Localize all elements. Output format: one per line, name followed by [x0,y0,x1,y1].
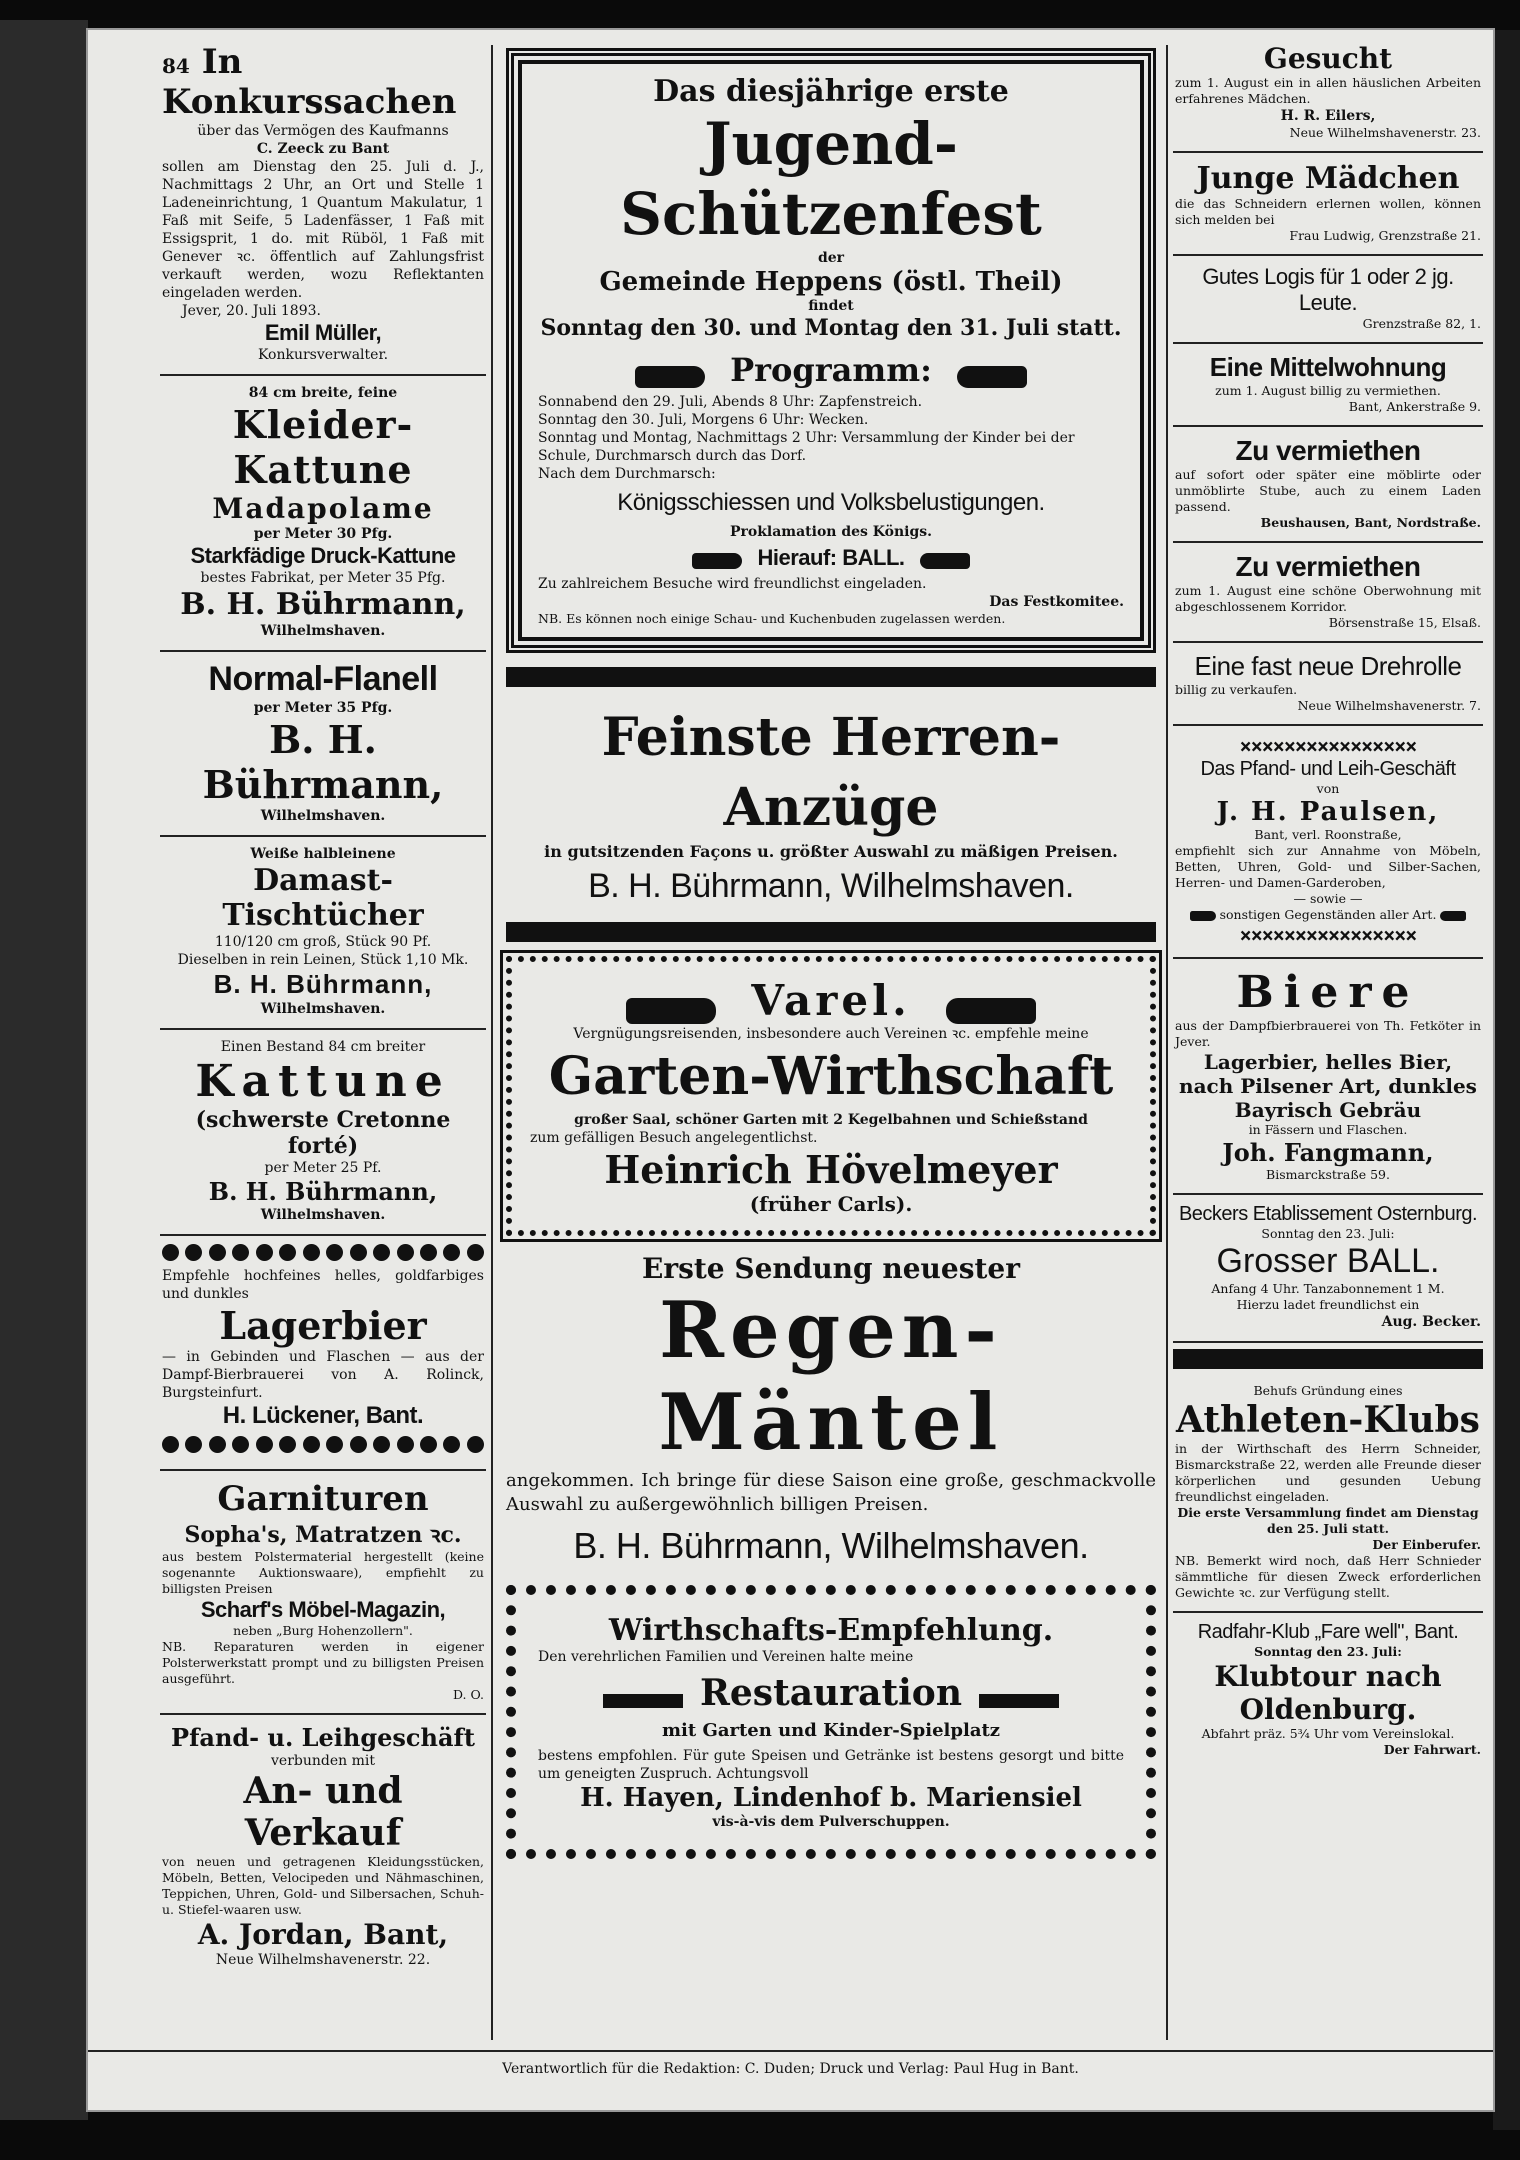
ad-subtitle: Restauration [699,1672,962,1714]
separator-bar [1173,1349,1483,1369]
ad-text: — in Gebinden und Flaschen — aus der Dampf-Bierbrauerei von A. Rolinck, Burgsteinfurt. [162,1349,484,1401]
ad-merchant: B. H. Bührmann, Wilhelmshaven. [573,1525,1089,1566]
ad-text: billig zu verkaufen. [1175,682,1298,697]
ad-title: Damast-Tischtücher [222,863,424,933]
ad-price: per Meter 30 Pfg. [253,526,393,542]
ad-address: Bant, verl. Roonstraße, [1254,827,1402,842]
ad-text: in der Wirthschaft des Herrn Schneider, Bismarckstraße 22, werden alle Freunde dieser körperlichen und gesunden Uebung freundlichst eingeladen. [1175,1441,1481,1504]
ad-title: Kattune [195,1056,451,1107]
pointing-hand-right-icon [635,366,705,388]
column-right [1173,40,1483,1768]
ad-name: C. Zeeck zu Bant [256,141,390,157]
book-spine [0,20,88,2120]
ad-gesucht [1173,40,1483,153]
ad-text: Behufs Gründung eines [1253,1383,1403,1398]
ad-merchant: Scharf's Möbel-Magazin, [200,1597,446,1622]
ad-text: Einen Bestand 84 cm breiter [220,1039,426,1055]
ad-place: Wilhelmshaven. [260,1207,386,1223]
ad-damast [160,837,486,1030]
ad-title: Varel. [751,976,911,1025]
ad-biere [1173,959,1483,1195]
ad-mittelwohnung [1173,344,1483,427]
ad-text: auf sofort oder später eine möblirte oder unmöblirte Stube, auch zu einem Laden passend. [1175,467,1481,514]
pointing-hand-right-icon [626,998,716,1024]
pointing-hand-left-icon [920,553,970,569]
ad-signature: Emil Müller, [264,320,382,345]
ad-title: Feinste Herren-Anzüge [601,707,1061,838]
pointing-hand-right-icon [692,553,742,569]
ad-subtitle: Garten-Wirthschaft [548,1046,1114,1107]
program-item: Proklamation des Königs. [729,524,933,540]
ad-merchant: Heinrich Hövelmeyer [604,1147,1058,1192]
ad-address: vis-à-vis dem Pulverschuppen. [712,1814,950,1830]
ad-title: Zu vermiethen [1235,435,1421,466]
ad-subtitle: Sopha's, Matratzen ꝛc. [184,1522,462,1548]
column-rule [491,45,493,2040]
ad-varel [506,956,1156,1236]
ad-flanell [160,652,486,837]
ad-address: Neue Wilhelmshavenerstr. 7. [1297,698,1481,713]
program-item: Königsschiessen und Volksbelustigungen. [617,489,1045,516]
ad-text: von [1316,781,1340,796]
ad-schuetzenfest [506,48,1156,653]
ad-subtitle: Madapolame [212,492,434,525]
program-heading [538,351,1124,389]
newspaper-page [88,30,1493,2110]
ad-wirthschaft [506,1585,1156,1859]
ad-text: zum 1. August ein in allen häuslichen Arbeiten erfahrenes Mädchen. [1175,75,1481,106]
ad-title: In Konkurssachen [162,42,457,122]
ad-athleten [1173,1375,1483,1613]
ad-title: Junge Mädchen [1196,161,1460,196]
ad-subtitle: An- und Verkauf [243,1770,403,1854]
ad-text: — sowie — [1293,891,1363,906]
ad-title: Das Pfand- und Leih-Geschäft [1200,758,1456,780]
program-item: Sonntag und Montag, Nachmittags 2 Uhr: Versammlung der Kinder bei der Schule, Durchmarsch durch das Dorf. [538,430,1075,464]
ad-junge-maedchen [1173,153,1483,256]
ad-merchant: B. H. Bührmann, [213,969,433,999]
ad-address: Bant, Ankerstraße 9. [1348,399,1481,414]
separator-bar [506,922,1156,942]
ad-text: angekommen. Ich bringe für diese Saison eine große, geschmackvolle Auswahl zu außergewöhnlich billigen Preisen. [506,1470,1156,1515]
ad-paulsen [1173,726,1483,959]
ad-address: Grenzstraße 82, 1. [1362,316,1481,331]
ad-price: Dieselben in rein Leinen, Stück 1,10 Mk. [177,952,469,968]
dot-border [162,1244,484,1261]
ad-text: Empfehle hochfeines helles, goldfarbiges und dunkles [162,1268,484,1302]
ad-title: Pfand- u. Leihgeschäft [171,1723,475,1752]
ad-title: Lagerbier [219,1303,427,1348]
separator-bar [506,667,1156,687]
ad-drehrolle [1173,643,1483,726]
ad-address: Neue Wilhelmshavenerstr. 23. [1289,125,1481,140]
ad-title: Athleten-Klubs [1176,1399,1480,1441]
program-item: Hierauf: BALL. [757,545,905,570]
ad-merchant: B. H. Bührmann, [202,717,444,807]
ad-merchant: B. H. Bührmann, Wilhelmshaven. [588,867,1074,905]
ad-title: Garnituren [217,1479,429,1519]
ball-line [538,545,1124,571]
ad-vermiethen-1 [1173,427,1483,543]
ad-garnituren [160,1471,486,1715]
ad-text: verbunden mit [271,1753,375,1769]
ad-title: Eine Mittelwohnung [1209,352,1447,382]
ad-subtitle: Klubtour nach Oldenburg. [1214,1660,1442,1726]
ad-merchant: H. Hayen, Lindenhof b. Mariensiel [580,1783,1082,1813]
ad-text: großer Saal, schöner Garten mit 2 Kegelbahnen und Schießstand [574,1112,1088,1128]
pointing-hand-left-icon [946,998,1036,1024]
column-left [160,40,486,1979]
ad-regen [506,1236,1156,1575]
ad-signature: Aug. Becker. [1381,1314,1481,1330]
ad-text: NB. Es können noch einige Schau- und Kuchenbuden zugelassen werden. [538,611,1006,626]
ad-becker [1173,1195,1483,1343]
ad-text: Hierzu ladet freundlichst ein [1236,1297,1420,1312]
ad-address: Beushausen, Bant, Nordstraße. [1260,515,1481,530]
ad-address: neben „Burg Hohenzollern". [233,1623,413,1638]
ad-text: Zu zahlreichem Besuche wird freundlichst eingeladen. [538,576,927,592]
ad-text: der [817,250,845,266]
ad-signature: Der Fahrwart. [1383,1742,1481,1757]
decor-bar [979,1694,1059,1708]
ad-subtitle: Grosser BALL. [1216,1242,1440,1280]
ad-text: D. O. [452,1687,484,1702]
ad-subtitle: Programm: [730,351,932,389]
ad-text: Anfang 4 Uhr. Tanzabonnement 1 M. [1211,1281,1445,1296]
ad-signature: Der Einberufer. [1372,1537,1481,1552]
ad-text: in Fässern und Flaschen. [1248,1122,1408,1137]
column-center [506,40,1156,1859]
pointing-hand-left-icon [1440,911,1466,921]
ad-merchant: H. Lückener, Bant. [222,1402,424,1429]
program-item: Sonnabend den 29. Juli, Abends 8 Uhr: Zapfenstreich. [538,394,923,410]
ad-merchant: A. Jordan, Bant, [197,1918,449,1951]
ad-text: empfiehlt sich zur Annahme von Möbeln, Betten, Uhren, Gold- und Silber-Sachen, Herren- und Damen-Garderoben, [1175,843,1481,890]
ad-kleider [160,376,486,652]
ad-date: Sonntag den 23. Juli: [1254,1644,1402,1659]
pointing-hand-left-icon [957,366,1027,388]
ad-text: aus der Dampfbierbrauerei von Th. Fetköter in Jever. [1175,1018,1481,1049]
ad-text: Das diesjährige erste [653,74,1009,109]
ad-merchant: Joh. Fangmann, [1222,1138,1434,1167]
ad-title: Wirthschafts-Empfehlung. [608,1613,1054,1648]
ad-text: zum 1. August eine schöne Oberwohnung mit abgeschlossenem Korridor. [1175,583,1481,614]
page-footer [88,2050,1493,2078]
ad-text: bestens empfohlen. Für gute Speisen und Getränke ist bestens gesorgt und bitte um geneigten Zuspruch. Achtungsvoll [538,1748,1124,1782]
ad-merchant: J. H. Paulsen, [1216,797,1440,827]
ad-title: Beckers Etablissement Osternburg. [1178,1203,1478,1225]
ad-merchant: H. R. Eilers, [1280,108,1376,124]
ad-date: Sonntag den 23. Juli: [1261,1226,1395,1241]
ad-text: sonstigen Gegenständen aller Art. [1219,907,1437,922]
pointing-hand-right-icon [1190,911,1216,921]
x-border: ×××××××××××××××× [1239,923,1417,947]
dot-border [162,1436,484,1453]
ad-logis [1173,256,1483,344]
ad-text: Die erste Versammlung findet am Dienstag den 25. Juli statt. [1177,1505,1479,1536]
ad-lagerbier [160,1236,486,1471]
ad-text: Den verehrlichen Familien und Vereinen halte meine [538,1649,914,1665]
restauration-line [538,1672,1124,1714]
ad-title: Eine fast neue Drehrolle [1194,651,1462,681]
varel-heading [530,976,1132,1025]
ad-text: NB. Bemerkt wird noch, daß Herr Schnieder sämmtliche für diesen Zweck erforderlichen Gewichte ꝛc. zur Verfügung stellt. [1175,1553,1481,1600]
ad-text: mit Garten und Kinder-Spielplatz [661,1720,1001,1741]
ad-address: Frau Ludwig, Grenzstraße 21. [1289,228,1481,243]
ad-merchant: B. H. Bührmann, [180,587,466,622]
ad-address: Börsenstraße 15, Elsaß. [1328,615,1481,630]
imprint: Verantwortlich für die Redaktion: C. Duden; Druck und Verlag: Paul Hug in Bant. [502,2061,1079,2077]
ad-title: Normal-Flanell [208,660,438,698]
program-item: Nach dem Durchmarsch: [538,466,716,482]
page-number: 84 [162,54,190,78]
ad-pfand [160,1715,486,1979]
ad-title: Radfahr-Klub „Fare well", Bant. [1197,1621,1459,1643]
ad-herren [506,693,1156,916]
ad-text: in gutsitzenden Façons u. größter Auswahl zu mäßigen Preisen. [544,842,1118,861]
ad-address: Bismarckstraße 59. [1266,1167,1390,1182]
ad-konkurs [160,40,486,376]
ad-address: Neue Wilhelmshavenerstr. 22. [215,1952,431,1968]
ad-price: per Meter 35 Pfg. [253,700,393,716]
ad-date: Sonntag den 30. und Montag den 31. Juli statt. [540,315,1122,341]
ad-date: Jever, 20. Juli 1893. [182,303,321,319]
ad-subtitle: Starkfädige Druck-Kattune [190,543,456,568]
ad-price: per Meter 25 Pf. [264,1160,382,1176]
ad-text: zum 1. August billig zu vermiethen. [1215,383,1441,398]
ad-title: Zu vermiethen [1235,551,1421,582]
ad-text: Weiße halbleinene [250,846,396,862]
ad-text-row [1175,907,1481,923]
ad-price: bestes Fabrikat, per Meter 35 Pfg. [200,570,446,586]
ad-text: NB. Reparaturen werden in eigener Polsterwerkstatt prompt und zu billigsten Preisen ausgeführt. [162,1639,484,1686]
ad-subtitle: Gemeinde Heppens (östl. Theil) [599,267,1063,297]
ad-vermiethen-2 [1173,543,1483,643]
ad-text: (früher Carls). [749,1192,913,1216]
ad-subtitle: Lagerbier, helles Bier, nach Pilsener Art, dunkles Bayrisch Gebräu [1179,1050,1477,1122]
ad-body: sollen am Dienstag den 25. Juli d. J., Nachmittags 2 Uhr, an Ort und Stelle 1 Ladeneinrichtung, 1 Quantum Makulatur, 1 Faß mit Seife, 5 Ladenfässer, 1 Faß mit Essigsprit, 1 do. mit Rüböl, 1 Faß mit Genever ꝛc. öffentlich auf Zahlungsfrist verkauft werden, wozu Reflektanten eingeladen werden. [162,159,484,301]
ad-text: Vergnügungsreisenden, insbesondere auch Vereinen ꝛc. empfehle meine [573,1026,1089,1042]
ad-role: Konkursverwalter. [257,347,389,363]
ad-text: die das Schneidern erlernen wollen, können sich melden bei [1175,196,1481,227]
ad-title: Gesucht [1263,42,1393,75]
ad-text: über das Vermögen des Kaufmanns [197,123,449,139]
ad-place: Wilhelmshaven. [260,808,386,824]
ad-text: zum gefälligen Besuch angelegentlichst. [530,1130,818,1146]
column-rule [1166,45,1168,2040]
ad-text: von neuen und getragenen Kleidungsstücken, Möbeln, Betten, Velocipeden und Nähmaschinen, Teppichen, Uhren, Gold- und Silbersachen, Schuh- u. Stiefel-waaren usw. [162,1854,484,1917]
ad-text: findet [808,298,854,314]
ad-text: Erste Sendung neuester [642,1252,1020,1285]
ad-text: aus bestem Polstermaterial hergestellt (keine sogenannte Auktionswaare), empfiehlt zu billigsten Preisen [162,1549,484,1596]
ad-title: Kleider-Kattune [232,402,414,492]
ad-signature: Das Festkomitee. [989,594,1124,610]
ad-title: Jugend-Schützenfest [620,110,1042,248]
x-border: ×××××××××××××××× [1239,734,1417,758]
ad-text: Abfahrt präz. 5¾ Uhr vom Vereinslokal. [1201,1726,1455,1741]
ad-title: Regen-Mäntel [658,1285,1004,1468]
ad-place: Wilhelmshaven. [260,623,386,639]
ad-price: 110/120 cm groß, Stück 90 Pf. [214,934,432,950]
ad-subtitle: (schwerste Cretonne forté) [195,1107,451,1159]
ad-title: Gutes Logis für 1 oder 2 jg. Leute. [1202,264,1454,315]
ad-title: Biere [1236,967,1420,1018]
ad-text: 84 cm breite, feine [248,385,398,401]
ad-merchant: B. H. Bührmann, [208,1177,438,1206]
ad-place: Wilhelmshaven. [260,1001,386,1017]
page-edge [1493,30,1520,2130]
decor-bar [603,1694,683,1708]
program-item: Sonntag den 30. Juli, Morgens 6 Uhr: Wecken. [538,412,869,428]
ad-radfahr [1173,1613,1483,1768]
ad-kattune [160,1030,486,1236]
